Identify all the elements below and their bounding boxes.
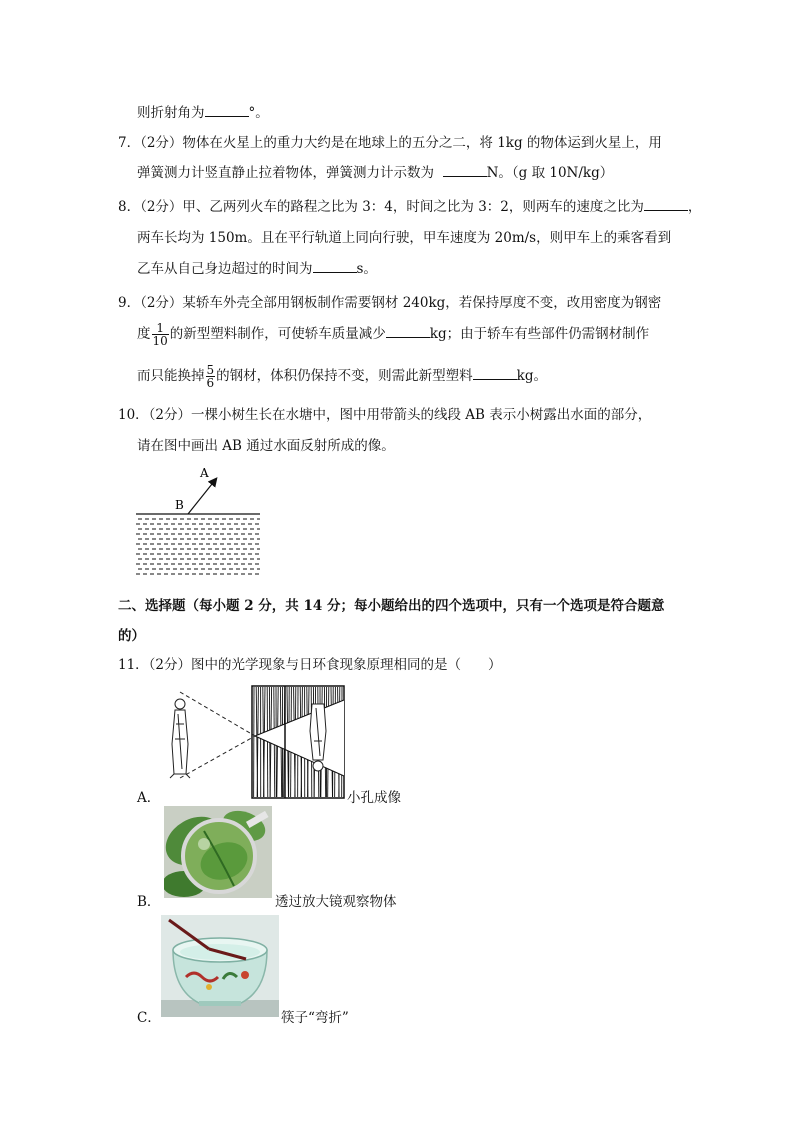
option-c-letter: C．: [137, 1010, 161, 1026]
question-8-line-3: 乙车从自己身边超过的时间为 s。: [137, 261, 377, 277]
question-9-line-2: 度 $\frac{1}{10}$ 的新型塑料制作，可使轿车质量减少 kg；由于轿车有些部件仍需钢材制作: [137, 321, 650, 348]
tree-segment-ab: [188, 479, 216, 514]
section-2-heading-line-2: 的）: [118, 628, 145, 644]
option-b-text: 透过放大镜观察物体: [275, 894, 397, 910]
fraction-five-sixths: $\frac{5}{6}$: [206, 363, 215, 390]
water-surface: [136, 514, 260, 574]
answer-blank: [473, 367, 517, 380]
pinhole-image-figure: [160, 684, 346, 802]
question-9-line-1: 9．（2分）某轿车外壳全部用钢板制作需要钢材 240kg，若保持厚度不变，改用密度为钢密: [118, 295, 662, 311]
question-9-line-3: 而只能换掉 $\frac{5}{6}$ 的钢材，体积仍保持不变，则需此新型塑料 kg。: [137, 363, 547, 390]
question-11-stem: 11．（2分）图中的光学现象与日环食现象原理相同的是（ ）: [118, 657, 502, 673]
answer-blank: [443, 164, 487, 177]
label-b: B: [175, 498, 184, 512]
label-a: A: [200, 466, 209, 480]
q6-line: 则折射角为 °。: [137, 105, 269, 121]
question-8-line-2: 两车长均为 150m。且在平行轨道上同向行驶，甲车速度为 20m/s，则甲车上的乘客看到: [137, 230, 672, 246]
magnifier-photo: [164, 806, 272, 898]
fraction-one-tenth: $\frac{1}{10}$: [152, 321, 168, 348]
option-b-letter: B．: [137, 894, 161, 910]
section-2-heading-line-1: 二、选择题（每小题 2 分，共 14 分；每小题给出的四个选项中，只有一个选项是符合题意: [118, 598, 665, 614]
question-10-line-1: 10．（2分）一棵小树生长在水塘中，图中用带箭头的线段 AB 表示小树露出水面的部分，: [118, 407, 652, 423]
option-a-text: 小孔成像: [347, 790, 401, 806]
answer-blank: [313, 260, 357, 273]
answer-blank: [205, 104, 249, 117]
question-7-line-2: 弹簧测力计竖直静止拉着物体，弹簧测力计示数为 N。（g 取 10N/kg）: [137, 165, 614, 181]
person-upright-icon: [170, 699, 190, 778]
question-7-line-1: 7．（2分）物体在火星上的重力大约是在地球上的五分之二，将 1kg 的物体运到火星上，用: [118, 135, 662, 151]
option-a-letter: A．: [137, 790, 161, 806]
answer-blank: [644, 198, 688, 211]
question-10-line-2: 请在图中画出 AB 通过水面反射所成的像。: [137, 438, 395, 454]
option-c-text: 筷子“弯折”: [281, 1010, 349, 1026]
question-8-line-1: 8．（2分）甲、乙两列火车的路程之比为 3：4，时间之比为 3：2，则两车的速度之比为 ，: [118, 199, 702, 215]
answer-blank: [386, 325, 430, 338]
pond-tree-diagram: [136, 462, 266, 582]
chopsticks-bowl-photo: [161, 915, 279, 1017]
